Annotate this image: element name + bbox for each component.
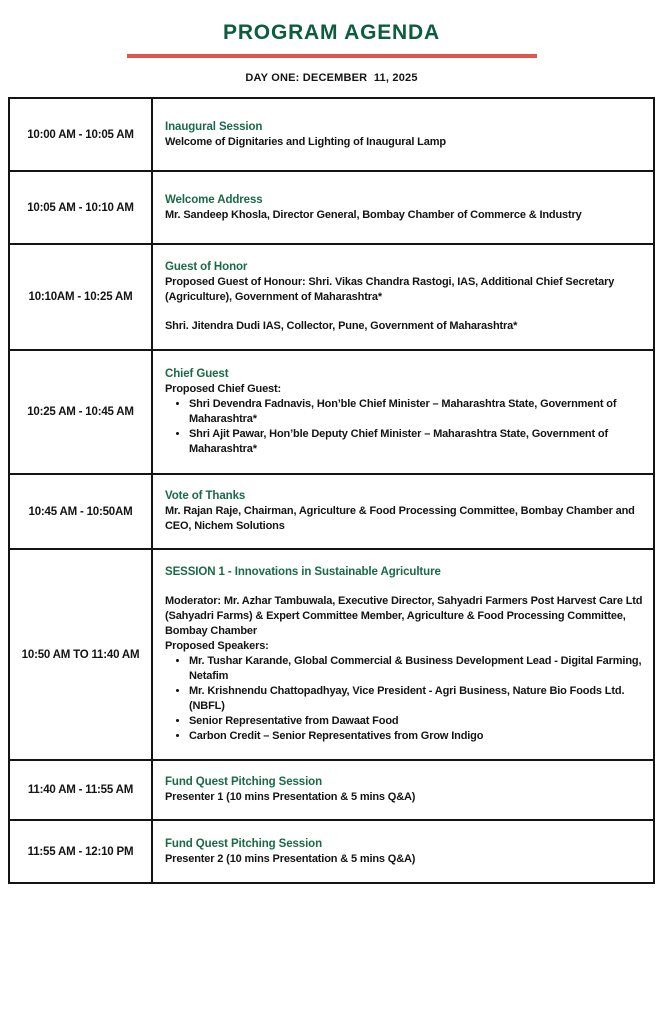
blank-line: [165, 305, 643, 319]
session-paragraph: Shri. Jitendra Dudi IAS, Collector, Pune, Government of Maharashtra*: [165, 320, 518, 332]
speaker-item: • Mr. Krishnendu Chattopadhyay, Vice President - Agri Business, Nature Bio Foods Ltd. (NBFL): [189, 684, 643, 714]
day-subtitle: DAY ONE: DECEMBER 11, 2025: [245, 72, 418, 84]
speaker-list: [165, 397, 643, 457]
session-cell: [153, 821, 653, 882]
session-paragraph: Mr. Sandeep Khosla, Director General, Bombay Chamber of Commerce & Industry: [165, 208, 582, 221]
time-cell: [10, 550, 153, 759]
session-paragraph: Presenter 2 (10 mins Presentation & 5 mins Q&A): [165, 852, 416, 865]
session-paragraph: Presenter 1 (10 mins Presentation & 5 mins Q&A): [165, 791, 416, 803]
session-body: [165, 504, 643, 534]
session-cell: [153, 761, 653, 819]
time-cell: [10, 245, 153, 349]
session-title: Guest of Honor: [165, 261, 248, 273]
session-cell: [153, 550, 653, 759]
time-range: 11:40 AM - 11:55 AM: [27, 784, 134, 796]
time-cell: [10, 351, 153, 473]
session-paragraph: Mr. Rajan Raje, Chairman, Agriculture & Food Processing Committee, Bombay Chamber and CEO, Nichem Solutions: [165, 505, 635, 532]
session-title: Chief Guest: [165, 368, 229, 380]
session-cell: [153, 172, 653, 243]
time-cell: [10, 172, 153, 243]
session-paragraph: Welcome of Dignitaries and Lighting of Inaugural Lamp: [165, 135, 446, 148]
session-title: Welcome Address: [165, 193, 263, 206]
session-cell: [153, 99, 653, 170]
session-title: Vote of Thanks: [165, 490, 246, 502]
agenda-table: [8, 97, 655, 884]
speaker-item: • Carbon Credit – Senior Representatives from Grow Indigo: [189, 729, 643, 744]
session-paragraph: Proposed Chief Guest:: [165, 383, 282, 395]
agenda-row: [10, 351, 653, 475]
time-range: 10:10AM - 10:25 AM: [28, 291, 133, 303]
agenda-row: [10, 245, 653, 351]
session-body: [165, 208, 643, 223]
time-cell: [10, 821, 153, 882]
page-title: PROGRAM AGENDA: [223, 21, 440, 44]
agenda-row: [10, 821, 653, 882]
session-body: [165, 580, 643, 744]
session-title: Fund Quest Pitching Session: [165, 776, 323, 788]
session-title: Fund Quest Pitching Session: [165, 837, 323, 850]
session-cell: [153, 475, 653, 548]
time-range: 10:45 AM - 10:50AM: [28, 505, 133, 518]
time-range: 11:55 AM - 12:10 PM: [27, 845, 134, 858]
time-range: 10:25 AM - 10:45 AM: [27, 406, 134, 418]
agenda-row: [10, 761, 653, 821]
speaker-item: • Mr. Tushar Karande, Global Commercial & Business Development Lead - Digital Farming, Netafim: [189, 654, 643, 684]
session-body: [165, 382, 643, 457]
time-cell: [10, 99, 153, 170]
session-paragraph: Moderator: Mr. Azhar Tambuwala, Executive Director, Sahyadri Farmers Post Harvest Care Ltd (Sahyadri Farms) & Expert Committee Member, Agriculture & Food Processing Committee, Bombay Chamber: [165, 595, 643, 637]
session-cell: [153, 245, 653, 349]
session-body: [165, 275, 643, 334]
time-cell: [10, 475, 153, 548]
speaker-item: • Shri Ajit Pawar, Hon’ble Deputy Chief Minister – Maharashtra State, Government of Maharashtra*: [189, 427, 643, 457]
speaker-item: • Shri Devendra Fadnavis, Hon’ble Chief Minister – Maharashtra State, Government of Maharashtra*: [189, 397, 643, 427]
session-body: [165, 790, 643, 805]
session-title: Inaugural Session: [165, 120, 263, 133]
agenda-row: [10, 475, 653, 550]
time-range: 10:00 AM - 10:05 AM: [27, 128, 134, 141]
time-range: 10:05 AM - 10:10 AM: [27, 201, 134, 214]
agenda-row: [10, 550, 653, 761]
time-range: 10:50 AM TO 11:40 AM: [21, 648, 140, 661]
title-underline: [127, 54, 537, 58]
session-body: [165, 852, 643, 867]
speaker-item: • Senior Representative from Dawaat Food: [189, 714, 643, 729]
session-paragraph: Proposed Speakers:: [165, 640, 269, 652]
session-title: SESSION 1 - Innovations in Sustainable Agriculture: [165, 566, 441, 578]
speaker-list: [165, 654, 643, 744]
session-body: [165, 135, 643, 150]
agenda-row: [10, 99, 653, 172]
session-cell: [153, 351, 653, 473]
session-paragraph: Proposed Guest of Honour: Shri. Vikas Chandra Rastogi, IAS, Additional Chief Secretary (Agriculture), Government of Maharashtra*: [165, 276, 615, 303]
time-cell: [10, 761, 153, 819]
agenda-row: [10, 172, 653, 245]
blank-line: [165, 580, 643, 594]
